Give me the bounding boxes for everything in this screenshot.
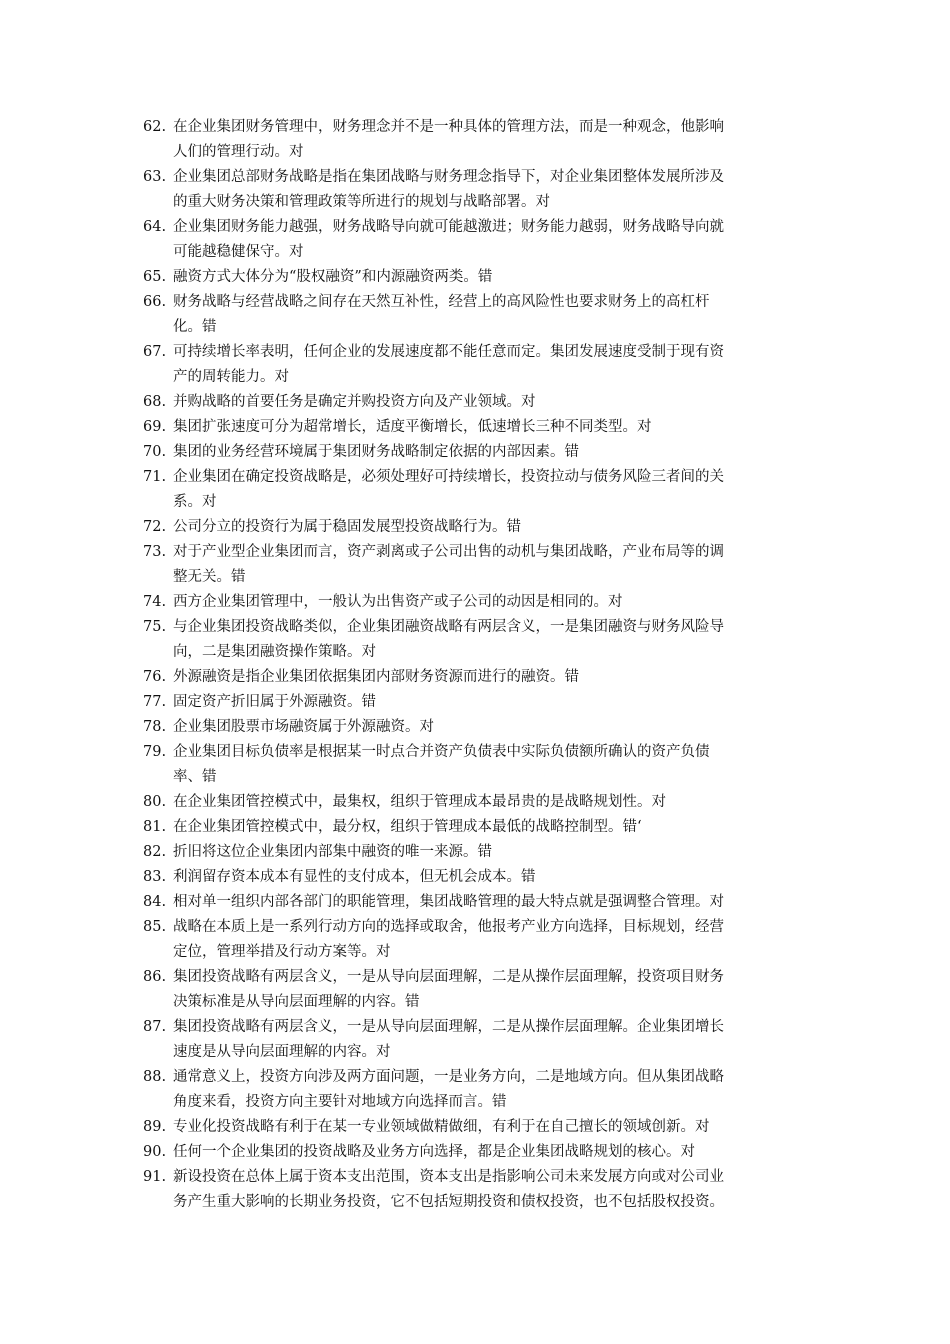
list-item [143,790,823,815]
item-text-line: 整无关。错 [173,569,246,585]
item-number: 66. [143,294,167,310]
item-number: 71. [143,469,167,485]
list-item [143,1065,823,1115]
item-number: 67. [143,344,167,360]
item-text-line: 速度是从导向层面理解的内容。对 [173,1044,391,1060]
list-item [143,665,823,690]
item-text-line: 企业集团在确定投资战略是，必须处理好可持续增长，投资拉动与债务风险三者间的关 [173,469,724,485]
item-number: 68. [143,394,167,410]
item-number: 89. [143,1119,167,1135]
item-text-line: 务产生重大影响的长期业务投资，它不包括短期投资和债权投资，也不包括股权投资。 [173,1194,724,1210]
item-text-line: 集团投资战略有两层含义，一是从导向层面理解，二是从操作层面理解。企业集团增长 [173,1019,724,1035]
item-text-line: 在企业集团管控模式中，最集权，组织于管理成本最昂贵的是战略规划性。对 [173,794,666,810]
list-item [143,1140,823,1165]
item-number: 70. [143,444,167,460]
item-text-line: 向，二是集团融资操作策略。对 [173,644,376,660]
item-number: 76. [143,669,167,685]
list-item [143,1165,823,1215]
list-item [143,1015,823,1065]
item-number: 64. [143,219,167,235]
item-number: 84. [143,894,167,910]
list-item [143,465,823,515]
list-item [143,865,823,890]
item-text-line: 利润留存资本成本有显性的支付成本，但无机会成本。错 [173,869,536,885]
item-number: 83. [143,869,167,885]
item-number: 88. [143,1069,167,1085]
item-text-line: 企业集团目标负债率是根据某一时点合并资产负债表中实际负债额所确认的资产负债 [173,744,710,760]
list-item [143,615,823,665]
item-number: 85. [143,919,167,935]
item-text-line: 化。错 [173,319,217,335]
item-text-line: 并购战略的首要任务是确定并购投资方向及产业领域。对 [173,394,536,410]
item-text-line: 财务战略与经营战略之间存在天然互补性，经营上的高风险性也要求财务上的高杠杆 [173,294,710,310]
item-text-line: 可能越稳健保守。对 [173,244,304,260]
item-text-line: 企业集团财务能力越强，财务战略导向就可能越激进；财务能力越弱，财务战略导向就 [173,219,724,235]
item-number: 86. [143,969,167,985]
item-number: 72. [143,519,167,535]
item-number: 75. [143,619,167,635]
list-item [143,965,823,1015]
item-number: 82. [143,844,167,860]
item-number: 91. [143,1169,167,1185]
item-number: 74. [143,594,167,610]
item-text-line: 折旧将这位企业集团内部集中融资的唯一来源。错 [173,844,492,860]
list-item [143,115,823,165]
item-text-line: 相对单一组织内部各部门的职能管理，集团战略管理的最大特点就是强调整合管理。对 [173,894,724,910]
list-item [143,590,823,615]
item-number: 79. [143,744,167,760]
item-number: 77. [143,694,167,710]
list-item [143,165,823,215]
item-text-line: 人们的管理行动。对 [173,144,304,160]
list-item [143,265,823,290]
list-item [143,515,823,540]
list-item [143,915,823,965]
item-text-line: 可持续增长率表明，任何企业的发展速度都不能任意而定。集团发展速度受制于现有资 [173,344,724,360]
list-item [143,1115,823,1140]
item-text-line: 企业集团总部财务战略是指在集团战略与财务理念指导下，对企业集团整体发展所涉及 [173,169,724,185]
list-item [143,540,823,590]
list-item [143,740,823,790]
item-text-line: 产的周转能力。对 [173,369,289,385]
item-text-line: 定位，管理举措及行动方案等。对 [173,944,391,960]
item-number: 65. [143,269,167,285]
item-text-line: 公司分立的投资行为属于稳固发展型投资战略行为。错 [173,519,521,535]
item-text-line: 专业化投资战略有利于在某一专业领域做精做细，有利于在自己擅长的领域创新。对 [173,1119,710,1135]
list-item [143,890,823,915]
item-text-line: 战略在本质上是一系列行动方向的选择或取舍，他报考产业方向选择，目标规划，经营 [173,919,724,935]
item-number: 62. [143,119,167,135]
list-item [143,415,823,440]
item-number: 69. [143,419,167,435]
item-text-line: 企业集团股票市场融资属于外源融资。对 [173,719,434,735]
item-text-line: 在企业集团财务管理中，财务理念并不是一种具体的管理方法，而是一种观念，他影响 [173,119,724,135]
item-text-line: 外源融资是指企业集团依据集团内部财务资源而进行的融资。错 [173,669,579,685]
item-text-line: 固定资产折旧属于外源融资。错 [173,694,376,710]
item-text-line: 系。对 [173,494,217,510]
item-text-line: 集团的业务经营环境属于集团财务战略制定依据的内部因素。错 [173,444,579,460]
list-item [143,815,823,840]
list-item [143,440,823,465]
item-text-line: 率、错 [173,769,217,785]
item-number: 87. [143,1019,167,1035]
list-item [143,340,823,390]
list-item [143,715,823,740]
item-number: 90. [143,1144,167,1160]
item-number: 73. [143,544,167,560]
item-number: 81. [143,819,167,835]
item-text-line: 的重大财务决策和管理政策等所进行的规划与战略部署。对 [173,194,550,210]
list-item [143,290,823,340]
item-number: 63. [143,169,167,185]
list-item [143,840,823,865]
list-item [143,215,823,265]
item-text-line: 决策标准是从导向层面理解的内容。错 [173,994,420,1010]
item-text-line: 对于产业型企业集团而言，资产剥离或子公司出售的动机与集团战略，产业布局等的调 [173,544,724,560]
item-text-line: 集团扩张速度可分为超常增长，适度平衡增长，低速增长三种不同类型。对 [173,419,652,435]
item-text-line: 任何一个企业集团的投资战略及业务方向选择，都是企业集团战略规划的核心。对 [173,1144,695,1160]
item-text-line: 与企业集团投资战略类似，企业集团融资战略有两层含义，一是集团融资与财务风险导 [173,619,724,635]
list-item [143,390,823,415]
item-text-line: 西方企业集团管理中，一般认为出售资产或子公司的动因是相同的。对 [173,594,623,610]
item-number: 78. [143,719,167,735]
list-item [143,690,823,715]
item-text-line: 角度来看，投资方向主要针对地域方向选择而言。错 [173,1094,507,1110]
item-text-line: 新设投资在总体上属于资本支出范围，资本支出是指影响公司未来发展方向或对公司业 [173,1169,724,1185]
item-text-line: 集团投资战略有两层含义，一是从导向层面理解，二是从操作层面理解，投资项目财务 [173,969,724,985]
item-text-line: 通常意义上，投资方向涉及两方面问题，一是业务方向，二是地域方向。但从集团战略 [173,1069,724,1085]
item-number: 80. [143,794,167,810]
item-text-line: 在企业集团管控模式中，最分权，组织于管理成本最低的战略控制型。错‘ [173,819,642,835]
item-text-line: 融资方式大体分为“股权融资”和内源融资两类。错 [173,269,493,285]
